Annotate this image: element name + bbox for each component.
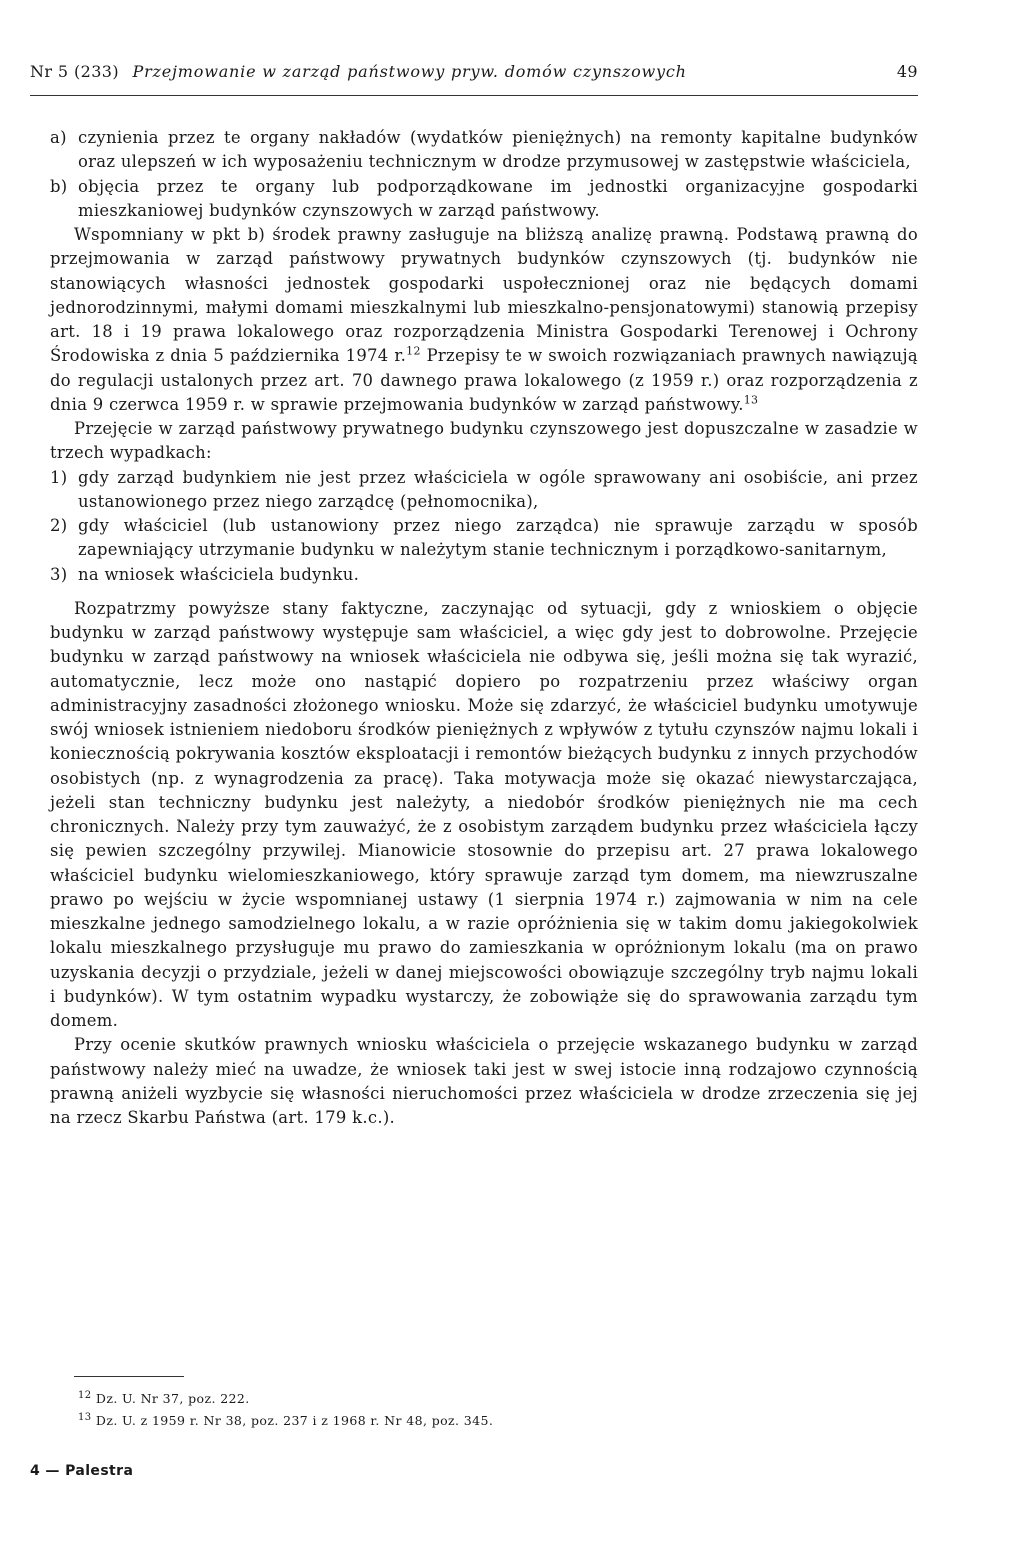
list-marker: 2) bbox=[50, 516, 68, 535]
paragraph: Przejęcie w zarząd państwowy prywatnego budynku czynszowego jest dopuszczalne w zasadzie w trzech wypadkach: bbox=[50, 419, 918, 463]
footnote-ref[interactable]: 12 bbox=[406, 344, 421, 358]
list-marker: a) bbox=[50, 128, 67, 147]
paragraph: Rozpatrzmy powyższe stany faktyczne, zaczynając od sytuacji, gdy z wnioskiem o objęcie budynku w zarząd państwowy występuje sam właściciel, a więc gdy jest to dobrowolne. Przejęcie budynku w zarząd państwowy na wniosek właściciela nie odbywa się, jeśli można się tak wyrazić, automatycznie, lecz może ono nastąpić dopiero po rozpatrzeniu przez właściwy organ administracyjny zasadności złożonego wniosku. Może się zdarzyć, że właściciel budynku umotywuje swój wniosek istnieniem niedoboru środków pieniężnych z wpływów z tytułu czynszów najmu lokali i koniecznością pokrywania kosztów eksploatacji i remontów bieżących budynku z innych przychodów osobistych (np. z wynagrodzenia za pracę). Taka motywacja może się okazać niewystarczająca, jeżeli stan techniczny budynku jest należyty, a niedobór środków pieniężnych nie ma cech chronicznych. Należy przy tym zauważyć, że z osobistym zarządem budynku przez właściciela łączy się pewien szczególny przywilej. Mianowicie stosownie do przepisu art. 27 prawa lokalowego właściciel budynku wielomieszkaniowego, który sprawuje zarząd tym domem, ma niewzruszalne prawo po wejściu w życie wspomnianej ustawy (1 sierpnia 1974 r.) zajmowania w nim na cele mieszkalne jednego samodzielnego lokalu, a w razie opróżnienia się w takim domu jakiegokolwiek lokalu mieszkalnego przysługuje mu prawo do zamieszkania w opróżnionym lokalu (ma on prawo uzyskania decyzji o przydziale, jeżeli w danej miejscowości obowiązuje szczególny tryb najmu lokali i budynków). W tym ostatnim wypadku wystarczy, że zobowiąże się do sprawowania zarządu tym domem. bbox=[50, 598, 918, 1030]
footnote-rule bbox=[74, 1376, 184, 1377]
running-header bbox=[30, 62, 918, 86]
list-item bbox=[50, 466, 918, 515]
list-text: czynienia przez te organy nakładów (wydatków pieniężnych) na remonty kapitalne budynków oraz ulepszeń w ich wyposażeniu technicznym w drodze przymusowej w zastępstwie właściciela, bbox=[78, 128, 918, 172]
list-text: gdy zarząd budynkiem nie jest przez właściciela w ogóle sprawowany ani osobiście, ani przez ustanowionego przez niego zarządcę (pełnomocnika), bbox=[78, 467, 918, 511]
paragraph-text: Przepisy te w swoich rozwiązaniach prawnych nawiązują do regulacji ustalonych przez art. 70 dawnego prawa lokalowego (z 1959 r.) oraz rozporządzenia z dnia 9 czerwca 1959 r. w sprawie przejmowania budynków w zarząd państwowy. bbox=[50, 346, 918, 414]
list-item bbox=[50, 175, 918, 224]
paragraph bbox=[50, 223, 918, 417]
footnote bbox=[78, 1410, 778, 1432]
footnote-ref[interactable]: 13 bbox=[743, 393, 759, 407]
footnote-text: Dz. U. z 1959 r. Nr 38, poz. 237 i z 1968 r. Nr 48, poz. 345. bbox=[95, 1413, 494, 1428]
paragraph: Przy ocenie skutków prawnych wniosku właściciela o przejęcie wskazanego budynku w zarząd państwowy należy mieć na uwadze, że wniosek taki jest w swej istocie inną rodzajowo czynnością prawną aniżeli wyzbycie się własności nieruchomości przez właściciela w drodze zrzeczenia się jej na rzecz Skarbu Państwa (art. 179 k.c.). bbox=[50, 1035, 918, 1127]
list-text: gdy właściciel (lub ustanowiony przez niego zarządca) nie sprawuje zarządu w sposób zapewniający utrzymanie budynku w należytym stanie technicznym i porządkowo-sanitarnym, bbox=[78, 516, 918, 560]
footnote-number: 12 bbox=[78, 1389, 92, 1401]
header-rule bbox=[30, 95, 918, 96]
page-footer: 4 — Palestra bbox=[30, 1463, 134, 1479]
list-item bbox=[50, 563, 918, 587]
header-left bbox=[30, 62, 695, 81]
list-item bbox=[50, 126, 918, 175]
list-marker: 1) bbox=[50, 467, 68, 487]
list-text: objęcia przez te organy lub podporządkowane im jednostki organizacyjne gospodarki mieszkaniowej budynków czynszowych w zarząd państwowy. bbox=[78, 176, 918, 220]
footnote bbox=[78, 1388, 778, 1410]
list-item bbox=[50, 514, 918, 563]
issue-number: Nr 5 (233) bbox=[30, 62, 120, 81]
list-marker: b) bbox=[50, 176, 68, 196]
footnotes bbox=[78, 1388, 778, 1432]
spacer bbox=[50, 587, 918, 597]
list-text: na wniosek właściciela budynku. bbox=[78, 564, 360, 584]
list-marker: 3) bbox=[50, 564, 68, 584]
footnote-number: 13 bbox=[78, 1411, 92, 1423]
paragraph-text: Wspomniany w pkt b) środek prawny zasługuje na bliższą analizę prawną. Podstawą prawną do przejmowania w zarząd państwowy prywatnych budynków czynszowych (tj. budynków nie stanowiących własności jednostek gospodarki uspołecznionej oraz nie będących domami jednorodzinnymi, małymi domami mieszkalnymi lub mieszkalno-pensjonatowymi) stanowią przepisy art. 18 i 19 prawa lokalowego oraz rozporządzenia Ministra Gospodarki Terenowej i Ochrony Środowiska z dnia 5 października 1974 r. bbox=[50, 225, 918, 366]
article-body bbox=[50, 126, 918, 1130]
running-title: Przejmowanie w zarząd państwowy pryw. domów czynszowych bbox=[132, 62, 687, 81]
footnote-text: Dz. U. Nr 37, poz. 222. bbox=[95, 1391, 250, 1406]
page-number: 49 bbox=[896, 62, 918, 81]
